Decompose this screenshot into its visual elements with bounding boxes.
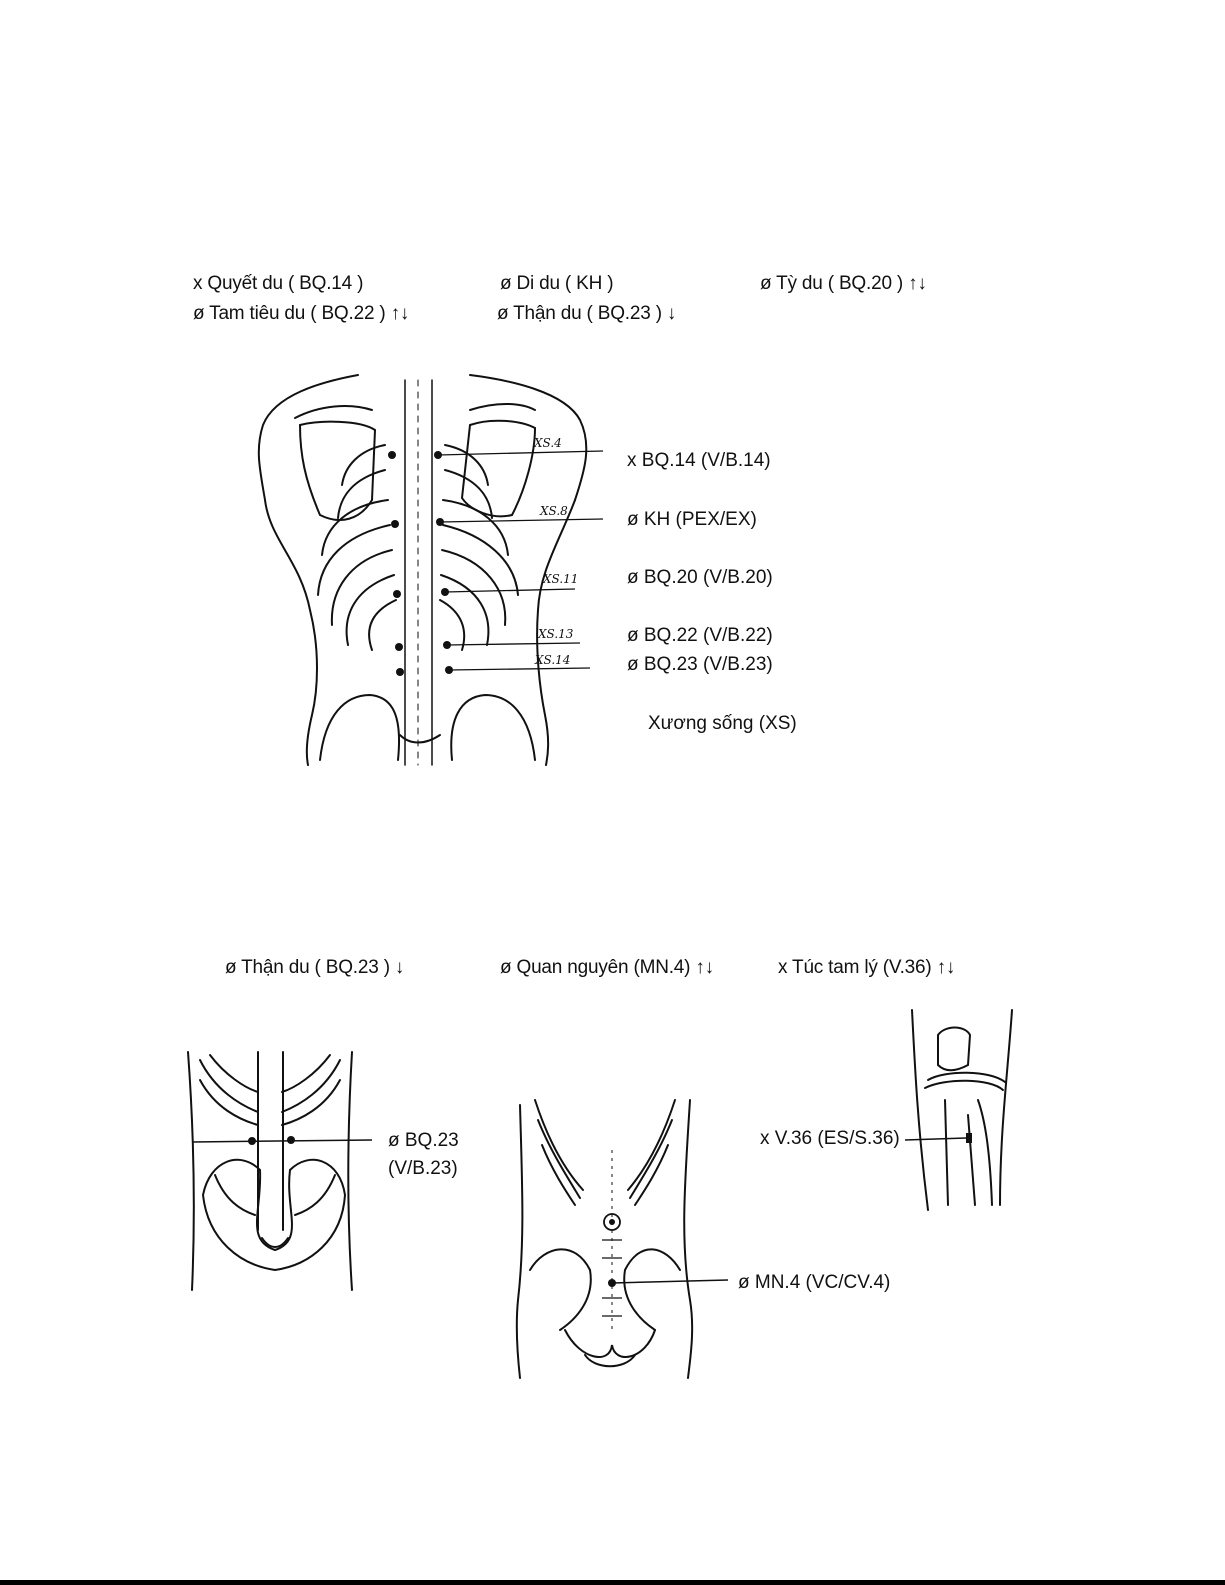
legend-tam-tieu-du: ø Tam tiêu du ( BQ.22 ) ↑↓ bbox=[193, 303, 410, 324]
legend-di-du: ø Di du ( KH ) bbox=[500, 273, 614, 294]
point-label-kh: ø KH (PEX/EX) bbox=[627, 509, 757, 530]
knee-label-v36: x V.36 (ES/S.36) bbox=[760, 1128, 900, 1149]
page-bottom-rule bbox=[0, 1580, 1225, 1585]
legend-than-du-bottom: ø Thận du ( BQ.23 ) ↓ bbox=[225, 957, 405, 978]
vertebra-xs13: XS.13 bbox=[538, 627, 574, 641]
lower-back-label-line2: (V/B.23) bbox=[388, 1158, 458, 1179]
point-label-bq20: ø BQ.20 (V/B.20) bbox=[627, 567, 773, 588]
point-label-bq14: x BQ.14 (V/B.14) bbox=[627, 450, 771, 471]
abdomen-label-mn4: ø MN.4 (VC/CV.4) bbox=[738, 1272, 891, 1293]
point-label-bq23: ø BQ.23 (V/B.23) bbox=[627, 654, 773, 675]
legend-ty-du: ø Tỳ du ( BQ.20 ) ↑↓ bbox=[760, 273, 927, 294]
point-label-bq22: ø BQ.22 (V/B.22) bbox=[627, 625, 773, 646]
legend-quyet-du: x Quyết du ( BQ.14 ) bbox=[193, 273, 364, 294]
vertebra-xs8: XS.8 bbox=[540, 504, 568, 518]
vertebra-xs4: XS.4 bbox=[534, 436, 562, 450]
vertebra-xs14: XS.14 bbox=[535, 653, 571, 667]
legend-quan-nguyen: ø Quan nguyên (MN.4) ↑↓ bbox=[500, 957, 714, 978]
legend-tuc-tam-ly: x Túc tam lý (V.36) ↑↓ bbox=[778, 957, 956, 978]
lower-back-label-line1: ø BQ.23 bbox=[388, 1130, 459, 1151]
spine-caption: Xương sống (XS) bbox=[648, 713, 797, 734]
legend-than-du: ø Thận du ( BQ.23 ) ↓ bbox=[497, 303, 677, 324]
vertebra-xs11: XS.11 bbox=[543, 572, 579, 586]
